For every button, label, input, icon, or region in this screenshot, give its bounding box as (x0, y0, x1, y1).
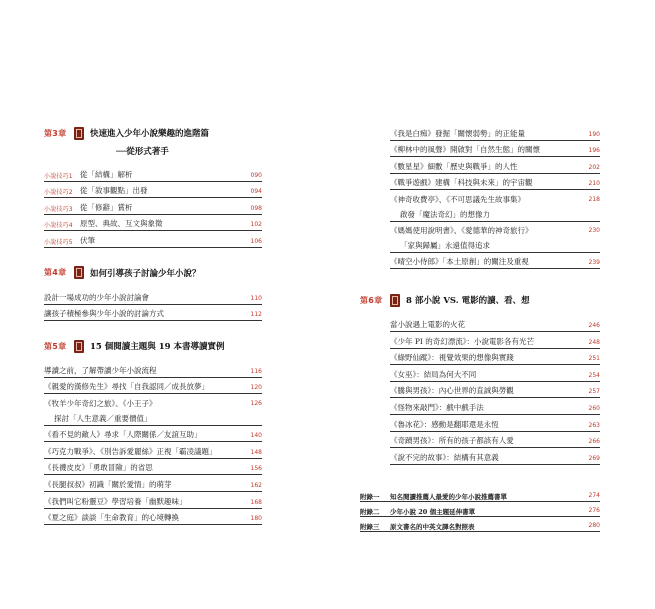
entry-text: 原型、典故、互文與象徵 (80, 219, 163, 229)
toc-entry[interactable] (44, 509, 262, 526)
toc-entry[interactable] (390, 205, 600, 222)
appendix-entry[interactable] (360, 517, 600, 532)
page-number: 094 (250, 188, 262, 196)
page-number: 248 (588, 338, 600, 346)
entry-text: 《晴空小侍郎》「本土原創」的關注及重視 (390, 257, 529, 267)
entry-text: 《神奇收費亭》、《不可思議先生故事集》 (390, 194, 525, 204)
technique-label: 小說技巧4 (44, 222, 73, 230)
technique-label: 小說技巧1 (44, 172, 73, 180)
toc-entry[interactable] (44, 394, 262, 409)
entry-text: 《魯冰花》：感動是翻耶還是永恆 (390, 419, 499, 429)
toc-entry[interactable] (390, 174, 600, 191)
entry-text: 《親愛的漢修先生》尋找「自我認同／成長放夢」 (44, 382, 209, 392)
appendix-entry[interactable] (360, 487, 600, 502)
right-column (360, 124, 600, 532)
toc-entry[interactable] (44, 165, 262, 182)
chapter-3-heading[interactable] (44, 124, 262, 142)
appendix-entry[interactable] (360, 502, 600, 517)
toc-entry[interactable] (390, 157, 600, 174)
entry-text: 《怪物來敲門》：戲中戲手法 (390, 402, 484, 412)
chapter-3-entries (44, 165, 262, 248)
toc-entry[interactable] (44, 305, 262, 322)
toc-entry[interactable] (390, 222, 600, 237)
toc-entry[interactable] (390, 332, 600, 349)
entry-text: 《我是白痴》發掘「關懷弱勢」的正能量 (390, 128, 525, 138)
toc-entry[interactable] (390, 415, 600, 432)
chapter-title: 15 個閱讀主題與 19 本書導讀實例 (90, 342, 225, 353)
book-icon (390, 294, 400, 307)
book-icon (74, 127, 84, 140)
book-icon (74, 340, 84, 353)
entry-text: 導讀之前，了解帶讀少年小說流程 (44, 365, 157, 375)
page-number: 106 (250, 237, 262, 245)
chapter-5-entries (44, 361, 262, 525)
page-number: 257 (588, 388, 600, 396)
page-number: 180 (250, 515, 262, 523)
toc-entry[interactable] (44, 288, 262, 305)
toc-entry[interactable] (390, 398, 600, 415)
entry-text: 當小說遇上電影的火花 (390, 319, 465, 329)
appendix-label: 附錄三 (360, 522, 380, 531)
page-number: 126 (250, 399, 262, 407)
entry-text: 《夏之庭》談談「生命教育」的心境轉換 (44, 513, 179, 523)
page-number: 210 (588, 180, 600, 188)
chapter-title: 如何引導孩子討論少年小說？ (90, 268, 201, 279)
technique-label: 小說技巧5 (44, 238, 73, 246)
page-number: 140 (250, 432, 262, 440)
technique-label: 小說技巧3 (44, 205, 73, 213)
toc-entry[interactable] (44, 231, 262, 248)
toc-entry[interactable] (44, 475, 262, 492)
chapter-title: 8 部小說 VS. 電影的讀、看、想 (406, 296, 530, 307)
entry-text: 《奇蹟男孩》：所有的孩子都該有人愛 (390, 436, 514, 446)
toc-entry[interactable] (44, 378, 262, 395)
toc-entry[interactable] (390, 382, 600, 399)
entry-text: 《騰與男孩》：內心世界的直誠與勞觀 (390, 386, 514, 396)
chapter-6-heading[interactable] (360, 291, 600, 309)
page-number: 116 (250, 367, 262, 375)
toc-entry[interactable] (390, 349, 600, 366)
chapter-4-heading[interactable] (44, 264, 262, 282)
page-number: 098 (250, 204, 262, 212)
toc-entry[interactable] (44, 409, 262, 426)
appendix-list (360, 487, 600, 532)
toc-entry[interactable] (390, 141, 600, 158)
entry-text: 《牧羊少年奇幻之旅》、《小王子》 (44, 398, 157, 408)
technique-label: 小說技巧2 (44, 189, 73, 197)
page-number: 254 (588, 371, 600, 379)
toc-entry[interactable] (44, 215, 262, 232)
entry-text: 《說不完的故事》：結構有其意義 (390, 452, 499, 462)
page-number: 230 (588, 227, 600, 235)
appendix-label: 附錄一 (360, 492, 380, 501)
chapter-label: 第5章 (44, 341, 67, 351)
chapter-label: 第3章 (44, 128, 67, 138)
entry-text: 從「結構」解析 (80, 169, 133, 179)
entry-text: 《數星星》細數「歷史與戰爭」的人性 (390, 161, 518, 171)
entry-text: 《我們叫它粉靈豆》學習培養「幽默趣味」 (44, 496, 187, 506)
entry-text: 「家與歸屬」永遠值得追求 (400, 240, 490, 250)
page-number: 251 (588, 355, 600, 363)
chapter-4-entries (44, 288, 262, 321)
appendix-text: 原文書名的中英文譯名對照表 (390, 522, 475, 531)
page-number: 276 (588, 506, 600, 514)
page-number: 266 (588, 438, 600, 446)
chapter-subtitle: ──從形式著手 (116, 147, 169, 157)
chapter-label: 第4章 (44, 268, 67, 278)
page-number: 148 (250, 448, 262, 456)
toc-entry[interactable] (44, 198, 262, 215)
page-number: 202 (588, 163, 600, 171)
appendix-text: 少年小說 20 個主題延伸書單 (390, 507, 476, 516)
toc-entry[interactable] (390, 253, 600, 270)
page-number: 274 (588, 491, 600, 499)
page-number: 162 (250, 481, 262, 489)
entry-text: 《巧克力戰爭》、《別告訴愛麗絲》正視「霸凌議題」 (44, 446, 217, 456)
page-number: 218 (588, 195, 600, 203)
entry-text: 《媽媽使用說明書》、《愛德華的神奇旅行》 (390, 226, 533, 236)
page-number: 239 (588, 259, 600, 267)
page-number: 156 (250, 465, 262, 473)
toc-entry[interactable] (390, 190, 600, 205)
entry-text: 《長腿叔叔》初識「關於愛情」的萌芽 (44, 479, 172, 489)
chapter-label: 第6章 (360, 295, 383, 305)
appendix-label: 附錄二 (360, 507, 380, 516)
entry-text: 讓孩子積極參與少年小說的討論方式 (44, 309, 164, 319)
page-number: 120 (250, 384, 262, 392)
toc-entry[interactable] (44, 459, 262, 476)
chapter-6-entries (390, 315, 600, 464)
toc-entry[interactable] (390, 315, 600, 332)
chapter-5-continued-entries (390, 124, 600, 269)
appendix-text: 知名閱讀推薦人最愛的少年小說推薦書單 (390, 492, 507, 501)
entry-text: 《看不見的敵人》尋求「人際關係／友誼互助」 (44, 430, 202, 440)
page-number: 280 (588, 521, 600, 529)
toc-entry[interactable] (390, 236, 600, 253)
entry-text: 《長襪皮皮》「勇敢冒險」的省思 (44, 463, 153, 473)
page-number: 196 (588, 147, 600, 155)
entry-text: 《女巫》：結局為何大不同 (390, 369, 477, 379)
page-number: 168 (250, 498, 262, 506)
toc-entry[interactable] (390, 124, 600, 141)
page-number: 260 (588, 404, 600, 412)
chapter-5-heading[interactable] (44, 337, 262, 355)
toc-entry[interactable] (44, 442, 262, 459)
page-number: 190 (588, 130, 600, 138)
entry-text: 啟發「魔法奇幻」的想像力 (400, 209, 490, 219)
entry-text: 《綠野仙蹤》：視覺效果的想像與實踐 (390, 353, 514, 363)
entry-text: 從「修辭」賞析 (80, 202, 133, 212)
entry-text: 設計一場成功的少年小說討論會 (44, 292, 149, 302)
page-number: 263 (588, 421, 600, 429)
toc-entry[interactable] (390, 448, 600, 465)
entry-text: 伏筆 (80, 235, 95, 245)
entry-text: 《少年 PI 的奇幻漂流》：小說電影各有光芒 (390, 336, 535, 346)
chapter-title: 快速進入少年小說樂趣的進階篇 (90, 129, 210, 139)
entry-text: 從「敘事觀點」出發 (80, 186, 148, 196)
page-number: 269 (588, 454, 600, 462)
page-number: 246 (588, 321, 600, 329)
entry-text: 《戰爭遊戲》建構「科技與未來」的宇宙觀 (390, 178, 533, 188)
toc-entry[interactable] (44, 361, 262, 378)
toc-entry[interactable] (44, 492, 262, 509)
toc-entry[interactable] (390, 432, 600, 449)
page-number: 110 (250, 294, 262, 302)
page-number: 090 (250, 171, 262, 179)
page-number: 112 (250, 311, 262, 319)
toc-entry[interactable] (44, 426, 262, 443)
page-number: 102 (250, 221, 262, 229)
entry-text: 《柳林中的風聲》開啟對「自然生態」的關懷 (390, 145, 540, 155)
left-column (44, 124, 262, 525)
toc-entry[interactable] (390, 365, 600, 382)
book-icon (74, 266, 84, 279)
entry-text: 探討「人生意義／重要價值」 (54, 413, 152, 423)
toc-entry[interactable] (44, 182, 262, 199)
